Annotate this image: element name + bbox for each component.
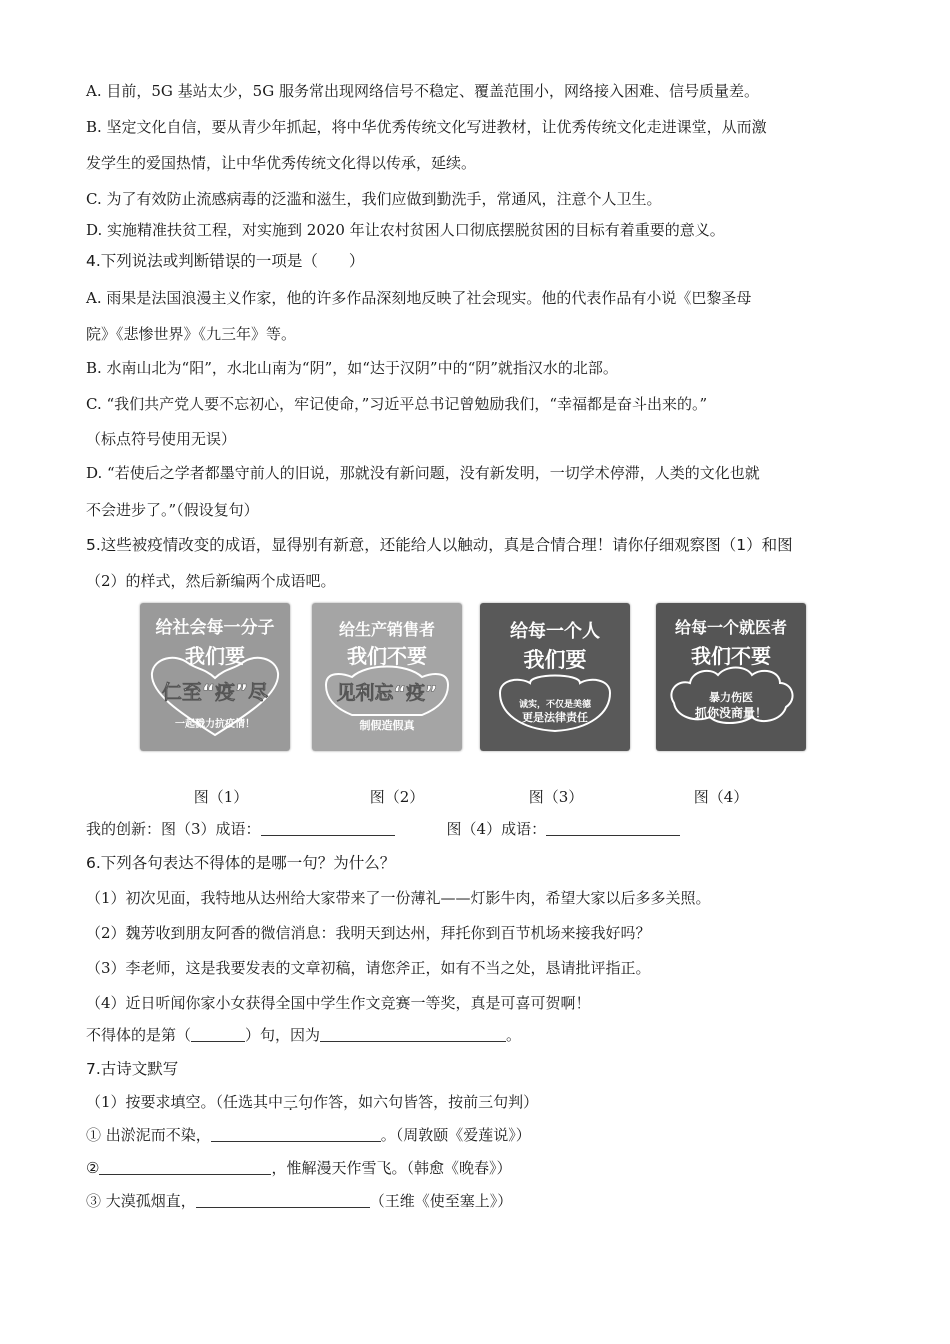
poster-1-image <box>140 603 290 751</box>
poster-3-line3: 诚实，不仅是美德 <box>518 700 592 710</box>
q6-blank-reason[interactable] <box>320 1025 506 1042</box>
poster-1-caption: 图（1） <box>193 788 249 806</box>
q5-blank-fig4[interactable] <box>546 819 680 836</box>
poster-3-line4: 更是法律责任 <box>522 711 588 724</box>
poster-2-caption: 图（2） <box>369 788 425 806</box>
q3-option-d: D. 实施精准扶贫工程，对实施到 2020 年让农村贫困人口彻底摆脱贫困的目标有着重要的意义。 <box>86 221 725 239</box>
q7-stem: 7.古诗文默写 <box>86 1060 179 1078</box>
poster-2-line1: 给生产销售者 <box>338 620 436 639</box>
q6-sentence-4: （4）近日听闻你家小女获得全国中学生作文竞赛一等奖，真是可喜可贺啊！ <box>86 994 591 1012</box>
poster-4-caption: 图（4） <box>693 788 749 806</box>
q7-item-3: ③ 大漠孤烟直， （王维《使至塞上》） <box>86 1192 513 1210</box>
poster-2-image <box>312 603 462 751</box>
q6-sentence-2: （2）魏芳收到朋友阿香的微信消息：我明天到达州，拜托你到百节机场来接我好吗？ <box>86 924 651 942</box>
q7-item-1: ① 出淤泥而不染， 。（周敦颐《爱莲说》） <box>86 1126 531 1144</box>
q3-option-c: C. 为了有效防止流感病毒的泛滥和滋生，我们应做到勤洗手，常通风，注意个人卫生。 <box>86 190 662 208</box>
q7-blank-3[interactable] <box>196 1191 370 1208</box>
q4-stem: 4.下列说法或判断错误的一项是（ ） <box>86 252 365 270</box>
poster-4-line3: 暴力伤医 <box>709 691 753 704</box>
poster-2-line4: 制假造假真 <box>359 719 415 732</box>
poster-4-line2: 我们不要 <box>691 644 771 668</box>
q5-answer-line: 我的创新：图（3）成语： 图（4）成语： <box>86 818 680 840</box>
q4-option-b: B. 水南山北为“阳”，水北山南为“阴”，如“达于汉阴”中的“阴”就指汉水的北部。 <box>86 359 618 377</box>
poster-1-line2: 我们要 <box>185 644 245 668</box>
poster-4-image <box>656 603 806 751</box>
q4-option-d-line1: D. “若使后之学者都墨守前人的旧说，那就没有新问题，没有新发明，一切学术停滞，人类的文化也就 <box>86 464 760 482</box>
poster-4-line1: 给每一个就医者 <box>674 618 788 637</box>
q3-option-a: A. 目前，5G 基站太少，5G 服务常出现网络信号不稳定、覆盖范围小，网络接入困难、信号质量差。 <box>86 82 759 100</box>
q7-blank-1[interactable] <box>211 1125 381 1142</box>
q4-option-c-line1: C. “我们共产党人要不忘初心，牢记使命，”习近平总书记曾勉励我们，“幸福都是奋斗出来的。” <box>86 395 708 413</box>
poster-3-image <box>480 603 630 751</box>
q4-option-c-line2: （标点符号使用无误） <box>86 430 237 448</box>
q3-option-b-line2: 发学生的爱国热情，让中华优秀传统文化得以传承，延续。 <box>86 154 477 172</box>
q5-stem-line1: 5.这些被疫情改变的成语，显得别有新意，还能给人以触动，真是合情合理！请你仔细观察图（1）和图 <box>86 536 793 554</box>
q6-blank-number[interactable] <box>191 1025 245 1042</box>
poster-3-caption: 图（3） <box>528 788 584 806</box>
q6-sentence-3: （3）李老师，这是我要发表的文章初稿，请您斧正，如有不当之处，恳请批评指正。 <box>86 959 651 977</box>
poster-4-line4: 抓你没商量！ <box>694 706 768 720</box>
q6-stem: 6.下列各句表达不得体的是哪一句？为什么？ <box>86 854 396 872</box>
poster-1-line4: 一起戮力抗疫情！ <box>175 719 255 730</box>
poster-3-line1: 给每一个人 <box>510 621 600 642</box>
poster-2-line2: 我们不要 <box>347 644 427 668</box>
q7-blank-2[interactable] <box>99 1158 271 1175</box>
q4-option-d-line2: 不会进步了。”（假设复句） <box>86 501 259 519</box>
q7-item-2: ② ，惟解漫天作雪飞。（韩愈《晚春》） <box>86 1159 512 1177</box>
q3-option-b-line1: B. 坚定文化自信，要从青少年抓起，将中华优秀传统文化写进教材，让优秀传统文化走进课堂，从而激 <box>86 118 767 136</box>
poster-2-line3: 见利忘“疫” <box>336 682 438 704</box>
poster-1-line3: 仁至“疫”尽 <box>161 680 269 704</box>
poster-3-line2: 我们要 <box>523 648 587 672</box>
q4-option-a-line2: 院》《悲惨世界》《九三年》等。 <box>86 325 297 343</box>
q6-sentence-1: （1）初次见面，我特地从达州给大家带来了一份薄礼——灯影牛肉，希望大家以后多多关照。 <box>86 889 711 907</box>
q7-sub-stem: （1）按要求填空。（任选其中三句作答，如六句皆答，按前三句判） <box>86 1093 539 1111</box>
q4-option-a-line1: A. 雨果是法国浪漫主义作家，他的许多作品深刻地反映了社会现实。他的代表作品有小说《巴黎圣母 <box>86 289 752 307</box>
poster-1-line1: 给社会每一分子 <box>155 618 275 638</box>
q6-answer-line: 不得体的是第（ ）句，因为 。 <box>86 1026 522 1044</box>
q5-stem-line2: （2）的样式，然后新编两个成语吧。 <box>86 572 336 590</box>
q5-blank-fig3[interactable] <box>261 819 395 836</box>
